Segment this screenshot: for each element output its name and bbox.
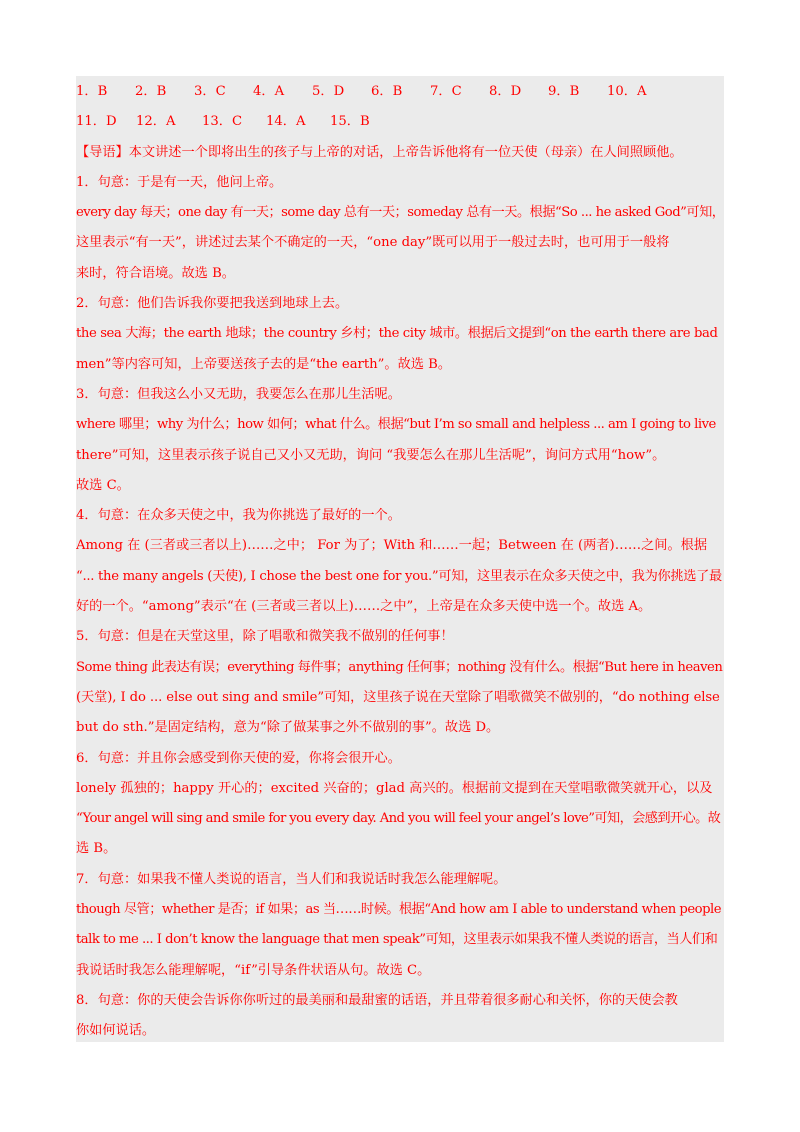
text-line: 5．句意：但是在天堂这里，除了唱歌和微笑我不做别的任何事！	[76, 629, 454, 645]
answer-item: 9．B	[548, 84, 580, 99]
text-line: 2．句意：他们告诉我你要把我送到地球上去。	[76, 296, 349, 312]
answer-item: 14．A	[266, 114, 306, 130]
answer-item: 5．D	[312, 84, 345, 99]
text-line: where 哪里；why 为什么；how 如何；what 什么。根据“but I’m so small and helpless ... am I going to live	[76, 417, 716, 433]
explanation-text	[76, 138, 724, 1042]
answer-item: 1．B	[76, 84, 108, 99]
answer-item: 13．C	[202, 114, 243, 130]
text-line: 好的一个。“among”表示“在 (三者或三者以上)……之中”，上帝是在众多天使中选一个。故选 A。	[76, 599, 652, 615]
text-line: 我说话时我怎么能理解呢，“if”引导条件状语从句。故选 C。	[76, 962, 431, 978]
text-line: but do sth.”是固定结构，意为“除了做某事之外不做别的事”。故选 D。	[76, 720, 500, 736]
text-line: 来时，符合语境。故选 B。	[76, 265, 235, 281]
text-line: men”等内容可知，上帝要送孩子去的是“the earth”。故选 B。	[76, 356, 452, 372]
answer-item: 7．C	[430, 84, 462, 99]
text-line: 这里表示“有一天”，讲述过去某个不确定的一天，“one day”既可以用于一般过去时，也可用于一般将	[76, 235, 670, 251]
text-line: Among 在 (三者或三者以上)……之中； For 为了；With 和……一起；Between 在 (两者)……之间。根据	[76, 538, 708, 554]
text-line: the sea 大海；the earth 地球；the country 乡村；the city 城市。根据后文提到“on the earth there are bad	[76, 326, 718, 342]
answer-item: 12．A	[136, 114, 176, 130]
text-line: 你如何说话。	[76, 1023, 156, 1039]
answer-item: 4．A	[253, 84, 285, 99]
text-line: 【导语】本文讲述一个即将出生的孩子与上帝的对话，上帝告诉他将有一位天使（母亲）在人间照顾他。	[76, 144, 683, 160]
answer-explanation-panel	[76, 76, 724, 1042]
answer-item: 11．D	[76, 114, 117, 130]
answer-item: 8．D	[489, 84, 522, 99]
text-line: “Your angel will sing and smile for you every day. And you will feel your angel’s love”可知，会感到开心。故	[76, 811, 721, 827]
text-line: there”可知，这里表示孩子说自己又小又无助，询问 “我要怎么在那儿生活呢”，询问方式用“how”。	[76, 447, 666, 463]
answer-key	[76, 77, 724, 138]
text-line: 3．句意：但我这么小又无助，我要怎么在那儿生活呢。	[76, 386, 401, 402]
text-line: (天堂), I do ... else out sing and smile”可知，这里孩子说在天堂除了唱歌微笑不做别的，“do nothing else	[76, 689, 720, 705]
text-line: 1．句意：于是有一天，他问上帝。	[76, 174, 283, 190]
text-line: though 尽管；whether 是否；if 如果；as 当……时候。根据“And how am I able to understand when people	[76, 902, 722, 918]
text-line: every day 每天；one day 有一天；some day 总有一天；someday 总有一天。根据“So ... he asked God”可知，	[76, 205, 724, 221]
text-line: 8．句意：你的天使会告诉你你听过的最美丽和最甜蜜的话语，并且带着很多耐心和关怀，你的天使会教	[76, 992, 678, 1008]
text-line: 6．句意：并且你会感受到你天使的爱，你将会很开心。	[76, 750, 401, 766]
answer-item: 10．A	[607, 84, 647, 99]
text-line: 4．句意：在众多天使之中，我为你挑选了最好的一个。	[76, 508, 401, 524]
text-line: “... the many angels (天使), I chose the best one for you.”可知，这里表示在众多天使之中，我为你挑选了最	[76, 568, 722, 584]
answer-item: 15．B	[330, 114, 370, 130]
answer-item: 2．B	[135, 84, 167, 99]
text-line: 选 B。	[76, 841, 117, 857]
text-line: 7．句意：如果我不懂人类说的语言，当人们和我说话时我怎么能理解呢。	[76, 871, 507, 887]
text-line: talk to me ... I don’t know the language that men speak”可知，这里表示如果我不懂人类说的语言，当人们和	[76, 932, 718, 948]
text-line: Some thing 此表达有误；everything 每件事；anything 任何事；nothing 没有什么。根据“But here in heaven	[76, 659, 723, 675]
text-line: 故选 C。	[76, 477, 130, 493]
answer-item: 6．B	[371, 84, 403, 99]
text-line: lonely 孤独的；happy 开心的；excited 兴奋的；glad 高兴的。根据前文提到在天堂唱歌微笑就开心，以及	[76, 780, 713, 796]
answer-item: 3．C	[194, 84, 226, 99]
